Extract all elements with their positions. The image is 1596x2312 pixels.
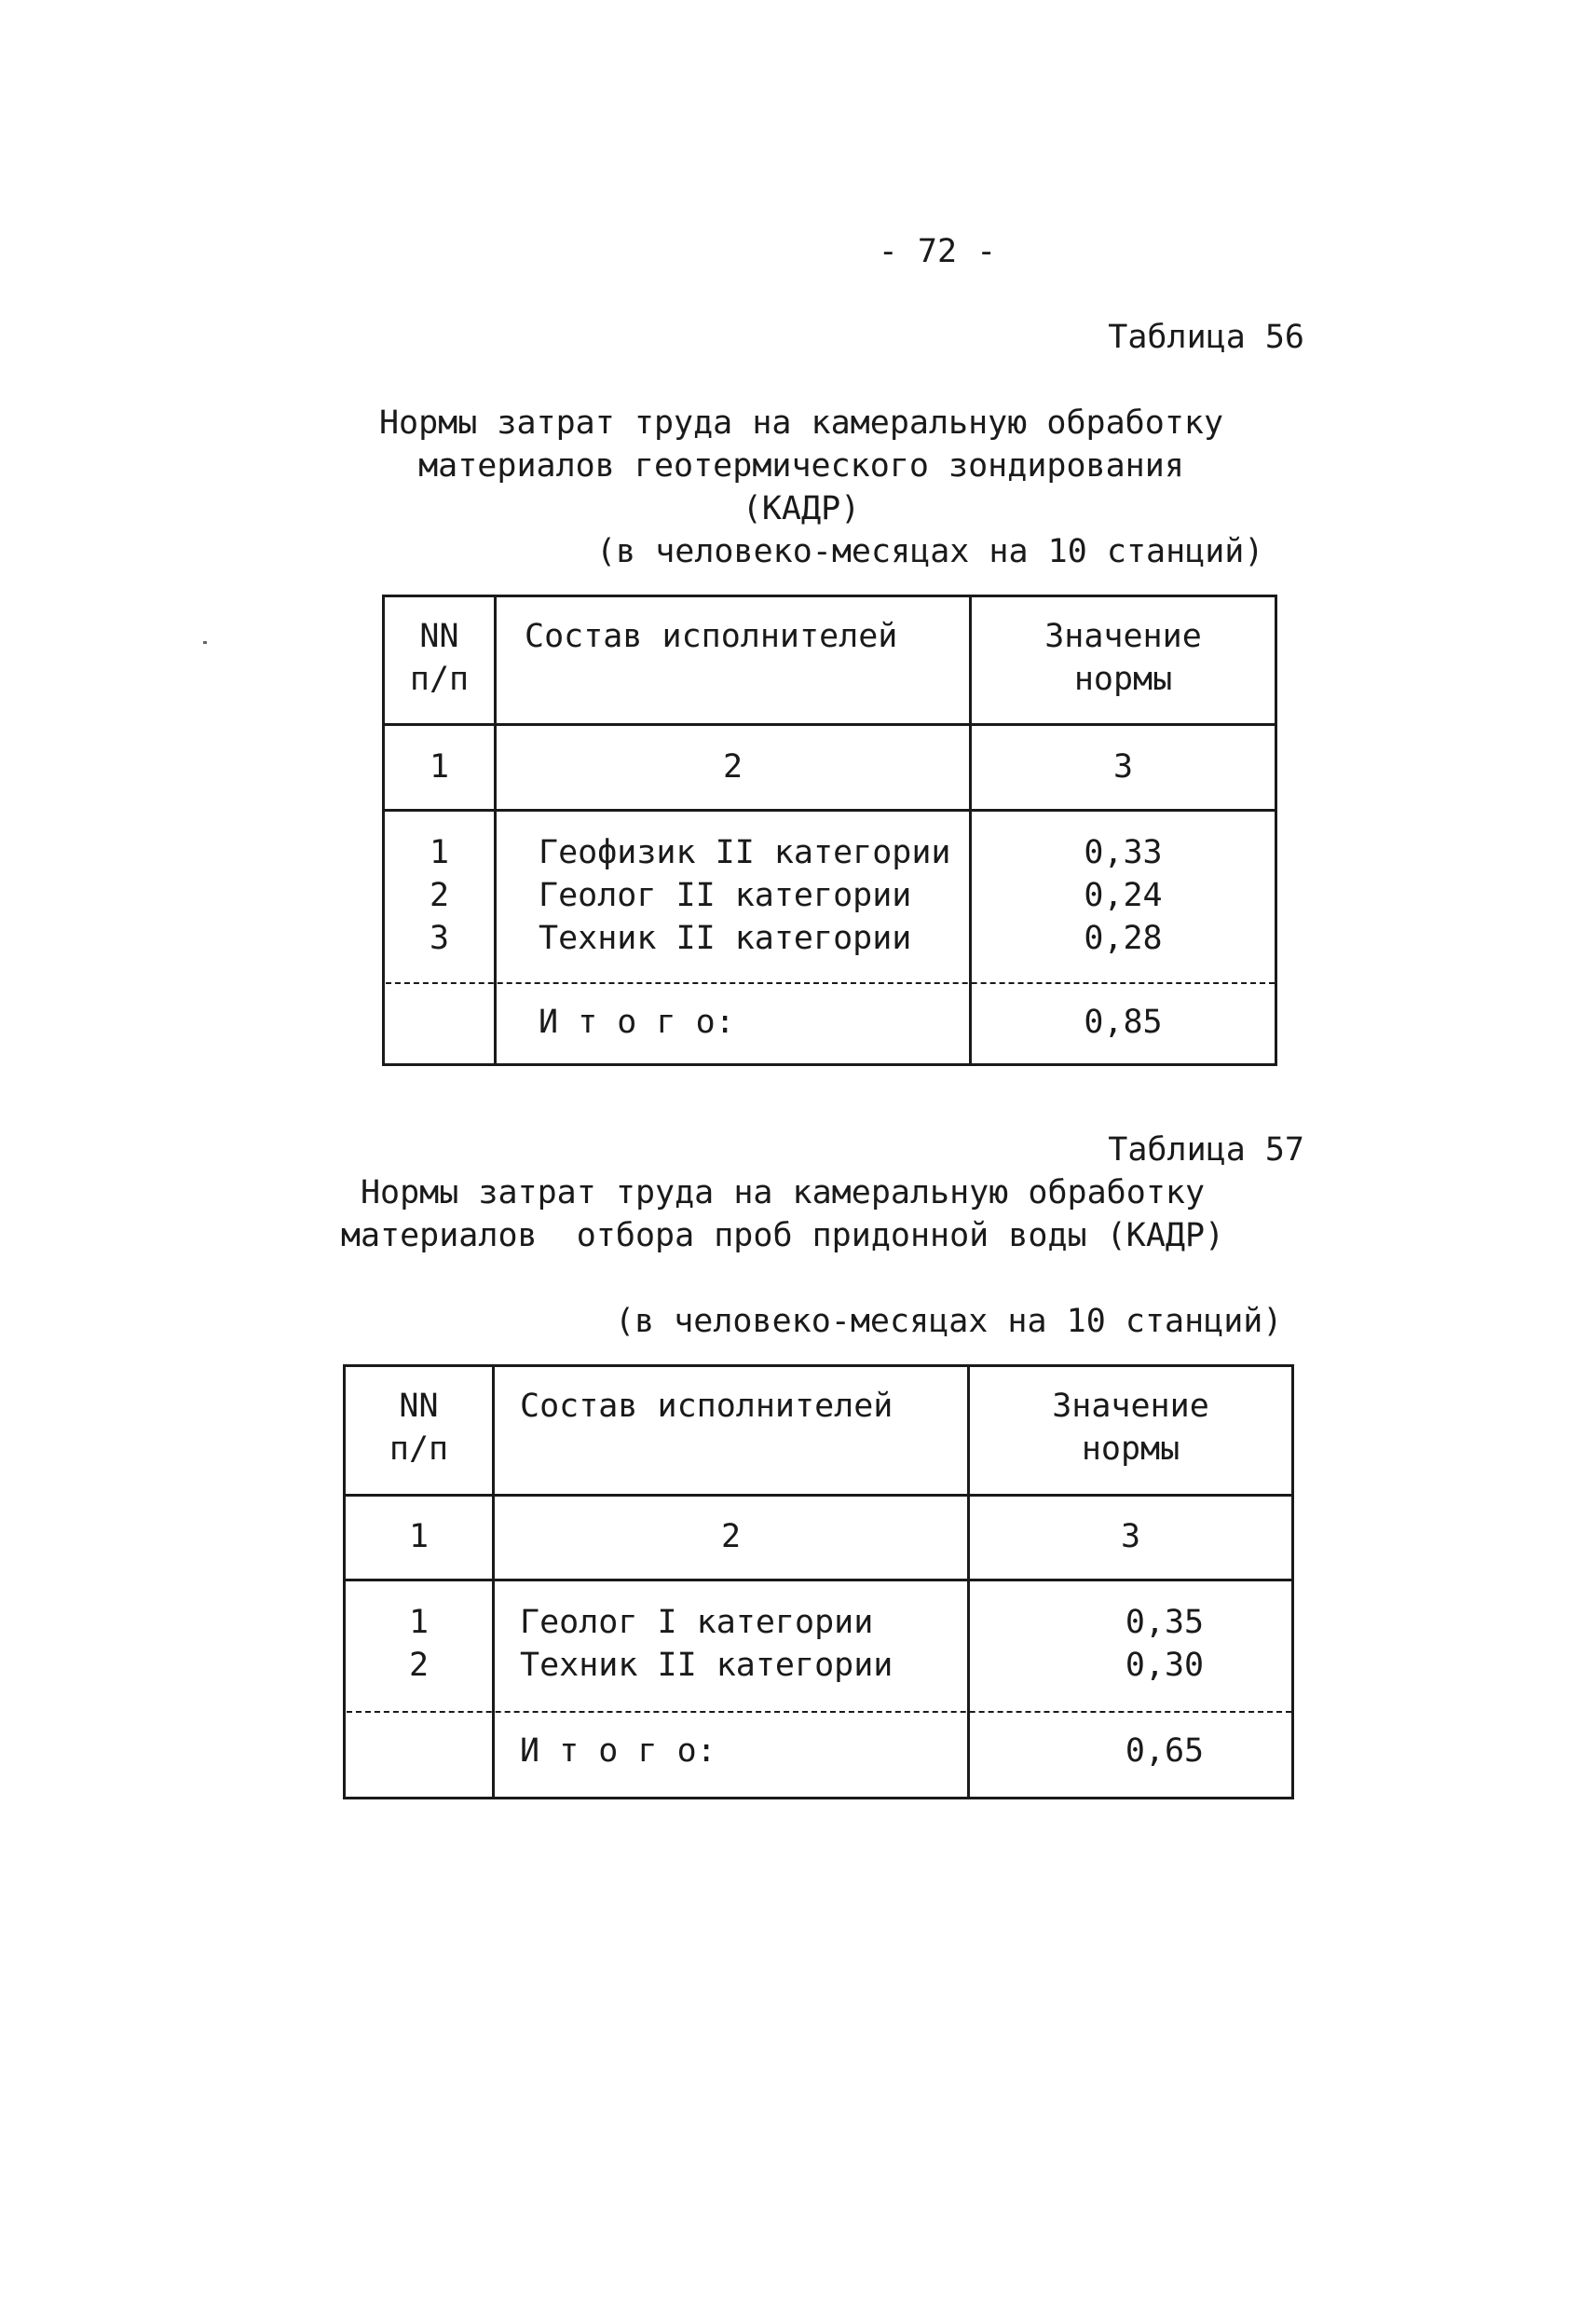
table-57-header-value-2: нормы bbox=[1081, 1430, 1180, 1468]
table-56-units-note: (в человеко-месяцах на 10 станций) bbox=[596, 533, 1264, 570]
table-57-header-staff: Состав исполнителей bbox=[520, 1388, 893, 1425]
table-57-row-1-staff: Геолог I категории bbox=[520, 1604, 874, 1641]
table-56-border-top bbox=[382, 595, 1277, 597]
table-57-total-label: И т о г о: bbox=[520, 1732, 716, 1770]
table-56-border-right bbox=[1275, 595, 1277, 1066]
table-57-header-num-1: NN bbox=[399, 1388, 439, 1425]
table-57-row-2-staff: Техник II категории bbox=[520, 1647, 893, 1684]
table-57-row-2-num: 2 bbox=[408, 1647, 430, 1684]
table-57-row-1-value: 0,35 bbox=[1125, 1604, 1205, 1641]
table-57-colnum-3: 3 bbox=[1120, 1518, 1141, 1555]
table-57-title-line-2: материалов отбора проб придонной воды (КАДР) bbox=[340, 1217, 1225, 1254]
table-56-row-2-value: 0,24 bbox=[1084, 877, 1163, 914]
table-56-row-1-num: 1 bbox=[429, 834, 450, 871]
table-57-units-note: (в человеко-месяцах на 10 станций) bbox=[615, 1303, 1283, 1340]
table-56-total-label: И т о г о: bbox=[539, 1004, 735, 1041]
table-57-border-bottom bbox=[343, 1797, 1294, 1799]
table-56-total-rule bbox=[386, 982, 1275, 984]
table-56-row-3-num: 3 bbox=[429, 920, 450, 957]
table-57-title-line-1: Нормы затрат труда на камеральную обработку bbox=[360, 1174, 1206, 1211]
table-56-colnum-2: 2 bbox=[722, 748, 743, 786]
table-56-header-num-2: п/п bbox=[409, 661, 470, 698]
table-57-header-value-1: Значение bbox=[1052, 1388, 1209, 1425]
table-57-header-rule bbox=[343, 1494, 1294, 1497]
table-57-border-top bbox=[343, 1364, 1294, 1367]
table-56-header-rule bbox=[382, 723, 1277, 726]
table-56-row-2-staff: Геолог II категории bbox=[539, 877, 912, 914]
table-56-title-line-1: Нормы затрат труда на камеральную обработку bbox=[378, 404, 1224, 442]
table-57-row-2-value: 0,30 bbox=[1125, 1647, 1205, 1684]
page-number: - 72 - bbox=[878, 233, 997, 270]
table-56-label: Таблица 56 bbox=[1108, 319, 1304, 356]
table-56-row-3-staff: Техник II категории bbox=[539, 920, 912, 957]
table-56-header-value-1: Значение bbox=[1044, 618, 1202, 655]
table-57-colnum-1: 1 bbox=[408, 1518, 430, 1555]
table-57-total-value: 0,65 bbox=[1125, 1732, 1205, 1770]
table-57-row-1-num: 1 bbox=[408, 1604, 430, 1641]
table-56-colnum-1: 1 bbox=[429, 748, 450, 786]
table-56-border-bottom bbox=[382, 1063, 1277, 1066]
stray-mark bbox=[203, 641, 207, 644]
table-56-header-num-1: NN bbox=[419, 618, 459, 655]
table-56-row-2-num: 2 bbox=[429, 877, 450, 914]
table-56-header-value-2: нормы bbox=[1073, 661, 1173, 698]
table-56-total-value: 0,85 bbox=[1084, 1004, 1163, 1041]
table-56-row-1-value: 0,33 bbox=[1084, 834, 1163, 871]
table-56-divider-1 bbox=[494, 595, 497, 1066]
table-56-header-staff: Состав исполнителей bbox=[525, 618, 898, 655]
table-57-colnum-rule bbox=[343, 1579, 1294, 1581]
table-56-row-1-staff: Геофизик II категории bbox=[539, 834, 951, 871]
table-56-colnum-3: 3 bbox=[1112, 748, 1134, 786]
table-57-divider-1 bbox=[492, 1364, 495, 1799]
table-56-title-line-3: (КАДР) bbox=[742, 490, 861, 527]
table-57-label: Таблица 57 bbox=[1108, 1131, 1304, 1169]
table-56-colnum-rule bbox=[382, 809, 1277, 812]
table-56-row-3-value: 0,28 bbox=[1084, 920, 1163, 957]
table-56-title-line-2: материалов геотермического зондирования bbox=[418, 447, 1184, 485]
table-57-total-rule bbox=[347, 1711, 1291, 1713]
table-57-header-num-2: п/п bbox=[389, 1430, 449, 1468]
table-57-colnum-2: 2 bbox=[720, 1518, 742, 1555]
